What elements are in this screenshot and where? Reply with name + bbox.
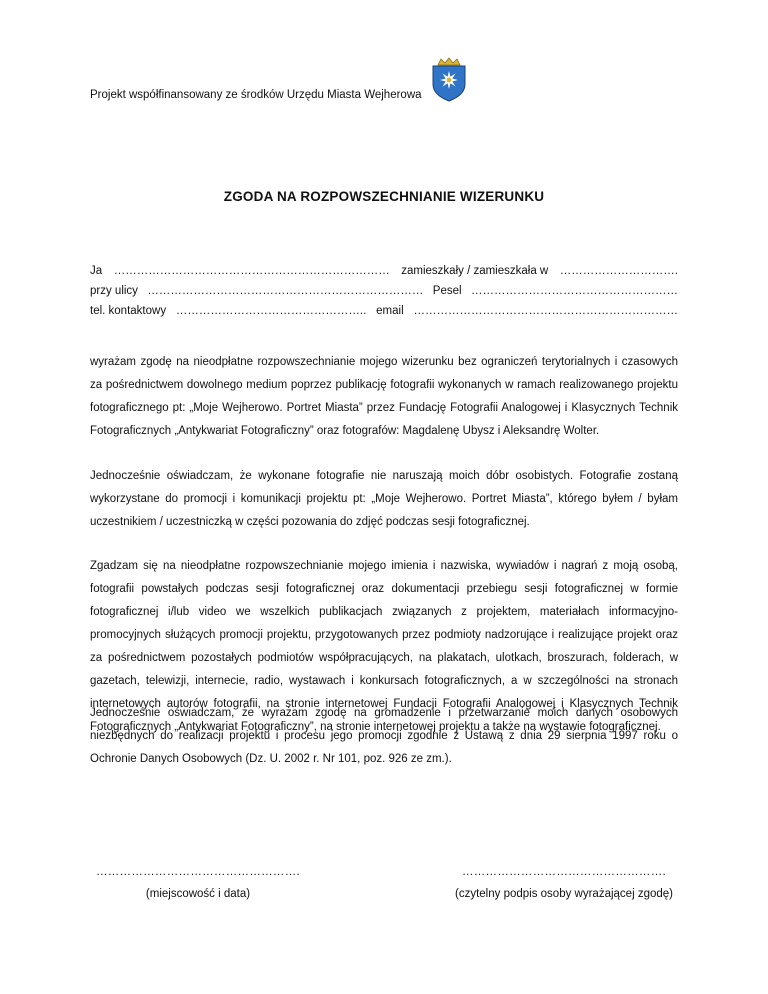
signature-caption: (czytelny podpis osoby wyrażającej zgodę) [455,888,673,900]
name-field[interactable]: ……………………………………………………………… [113,265,390,277]
name-residence-line [90,265,678,277]
street-field[interactable]: ……………………………………………………………… [147,285,424,297]
email-field[interactable]: …………………………………………………………… [413,305,678,317]
residence-label: zamieszkały / zamieszkała w [401,265,549,277]
document-title: ZGODA NA ROZPOWSZECHNIANIE WIZERUNKU [223,189,545,204]
place-date-signature-block [90,866,306,900]
street-label: przy ulicy [90,285,138,297]
cofinancing-note: Projekt współfinansowany ze środków Urzędu Miasta Wejherowa [90,89,422,101]
signature-field[interactable]: ……………………………………………. [461,866,667,878]
phone-field[interactable]: ………………………………………….. [175,305,367,317]
street-pesel-line [90,285,678,297]
consent-image-paragraph: wyrażam zgodę na nieodpłatne rozpowszechnianie mojego wizerunku bez ograniczeń terytorialnych i czasowych za pośrednictwem dowolnego medium poprzez publikację fotografii wykonanych w ramach realizowanego projektu fotograficznego pt: „Moje Wejherowo. Portret Miasta” przez Fundację Fotografii Analogowej i Klasycznych Technik Fotograficznych „Antykwariat Fotograficzny” oraz fotografów: Magdalenę Ubysz i Aleksandrę Wolter. [90,356,678,437]
name-label: Ja [90,265,103,277]
pesel-field[interactable]: ……………………………………………… [470,285,678,297]
publication-consent-paragraph: Zgadzam się na nieodpłatne rozpowszechnianie mojego imienia i nazwiska, wywiadów i nagrań z moją osobą, fotografii powstałych podczas sesji fotograficznej oraz dokumentacji przebiegu sesji fotograficznej w formie fotograficznej i/lub video we wszelkich publikacjach związanych z projektem, materiałach informacyjno-promocyjnych służących promocji projektu, przygotowanych przez podmioty nadzorujące i realizujące projekt oraz za pośrednictwem pozostałych podmiotów współpracujących, na plakatach, ulotkach, broszurach, folderach, w gazetach, telewizji, internecie, radio, wystawach i konkursach fotograficznych, a w szczególności na stronach internetowych autorów fotografii, na stronie internetowej Fundacji Fotografii Analogowej i Klasycznych Technik Fotograficznych „Antykwariat Fotograficzny”, na stronie internetowej projektu a także na wystawie fotograficznej. [90,560,678,733]
place-date-field[interactable]: ……………………………………………. [95,866,301,878]
contact-line [90,305,678,317]
personal-rights-paragraph: Jednocześnie oświadczam, że wykonane fotografie nie naruszają moich dóbr osobistych. Fotografie zostaną wykorzystane do promocji i komunikacji projektu pt: „Moje Wejherowo. Portret Miasta”, którego byłem / byłam uczestnikiem / uczestniczką w części pozowania do zdjęć podczas sesji fotograficznej. [90,470,678,528]
residence-field[interactable]: …………………………. [559,265,678,277]
coat-of-arms-icon [429,56,469,102]
place-date-caption: (miejscowość i data) [145,888,251,900]
email-label: email [376,305,404,317]
data-processing-paragraph: Jednocześnie oświadczam, że wyrażam zgodę na gromadzenie i przetwarzanie moich danych osobowych niezbędnych do realizacji projektu i procesu jego promocji zgodnie z Ustawą z dnia 29 sierpnia 1997 roku o Ochronie Danych Osobowych (Dz. U. 2002 r. Nr 101, poz. 926 ze zm.). [90,707,678,765]
pesel-label: Pesel [432,285,462,297]
phone-label: tel. kontaktowy [90,305,167,317]
signature-block [448,866,680,900]
